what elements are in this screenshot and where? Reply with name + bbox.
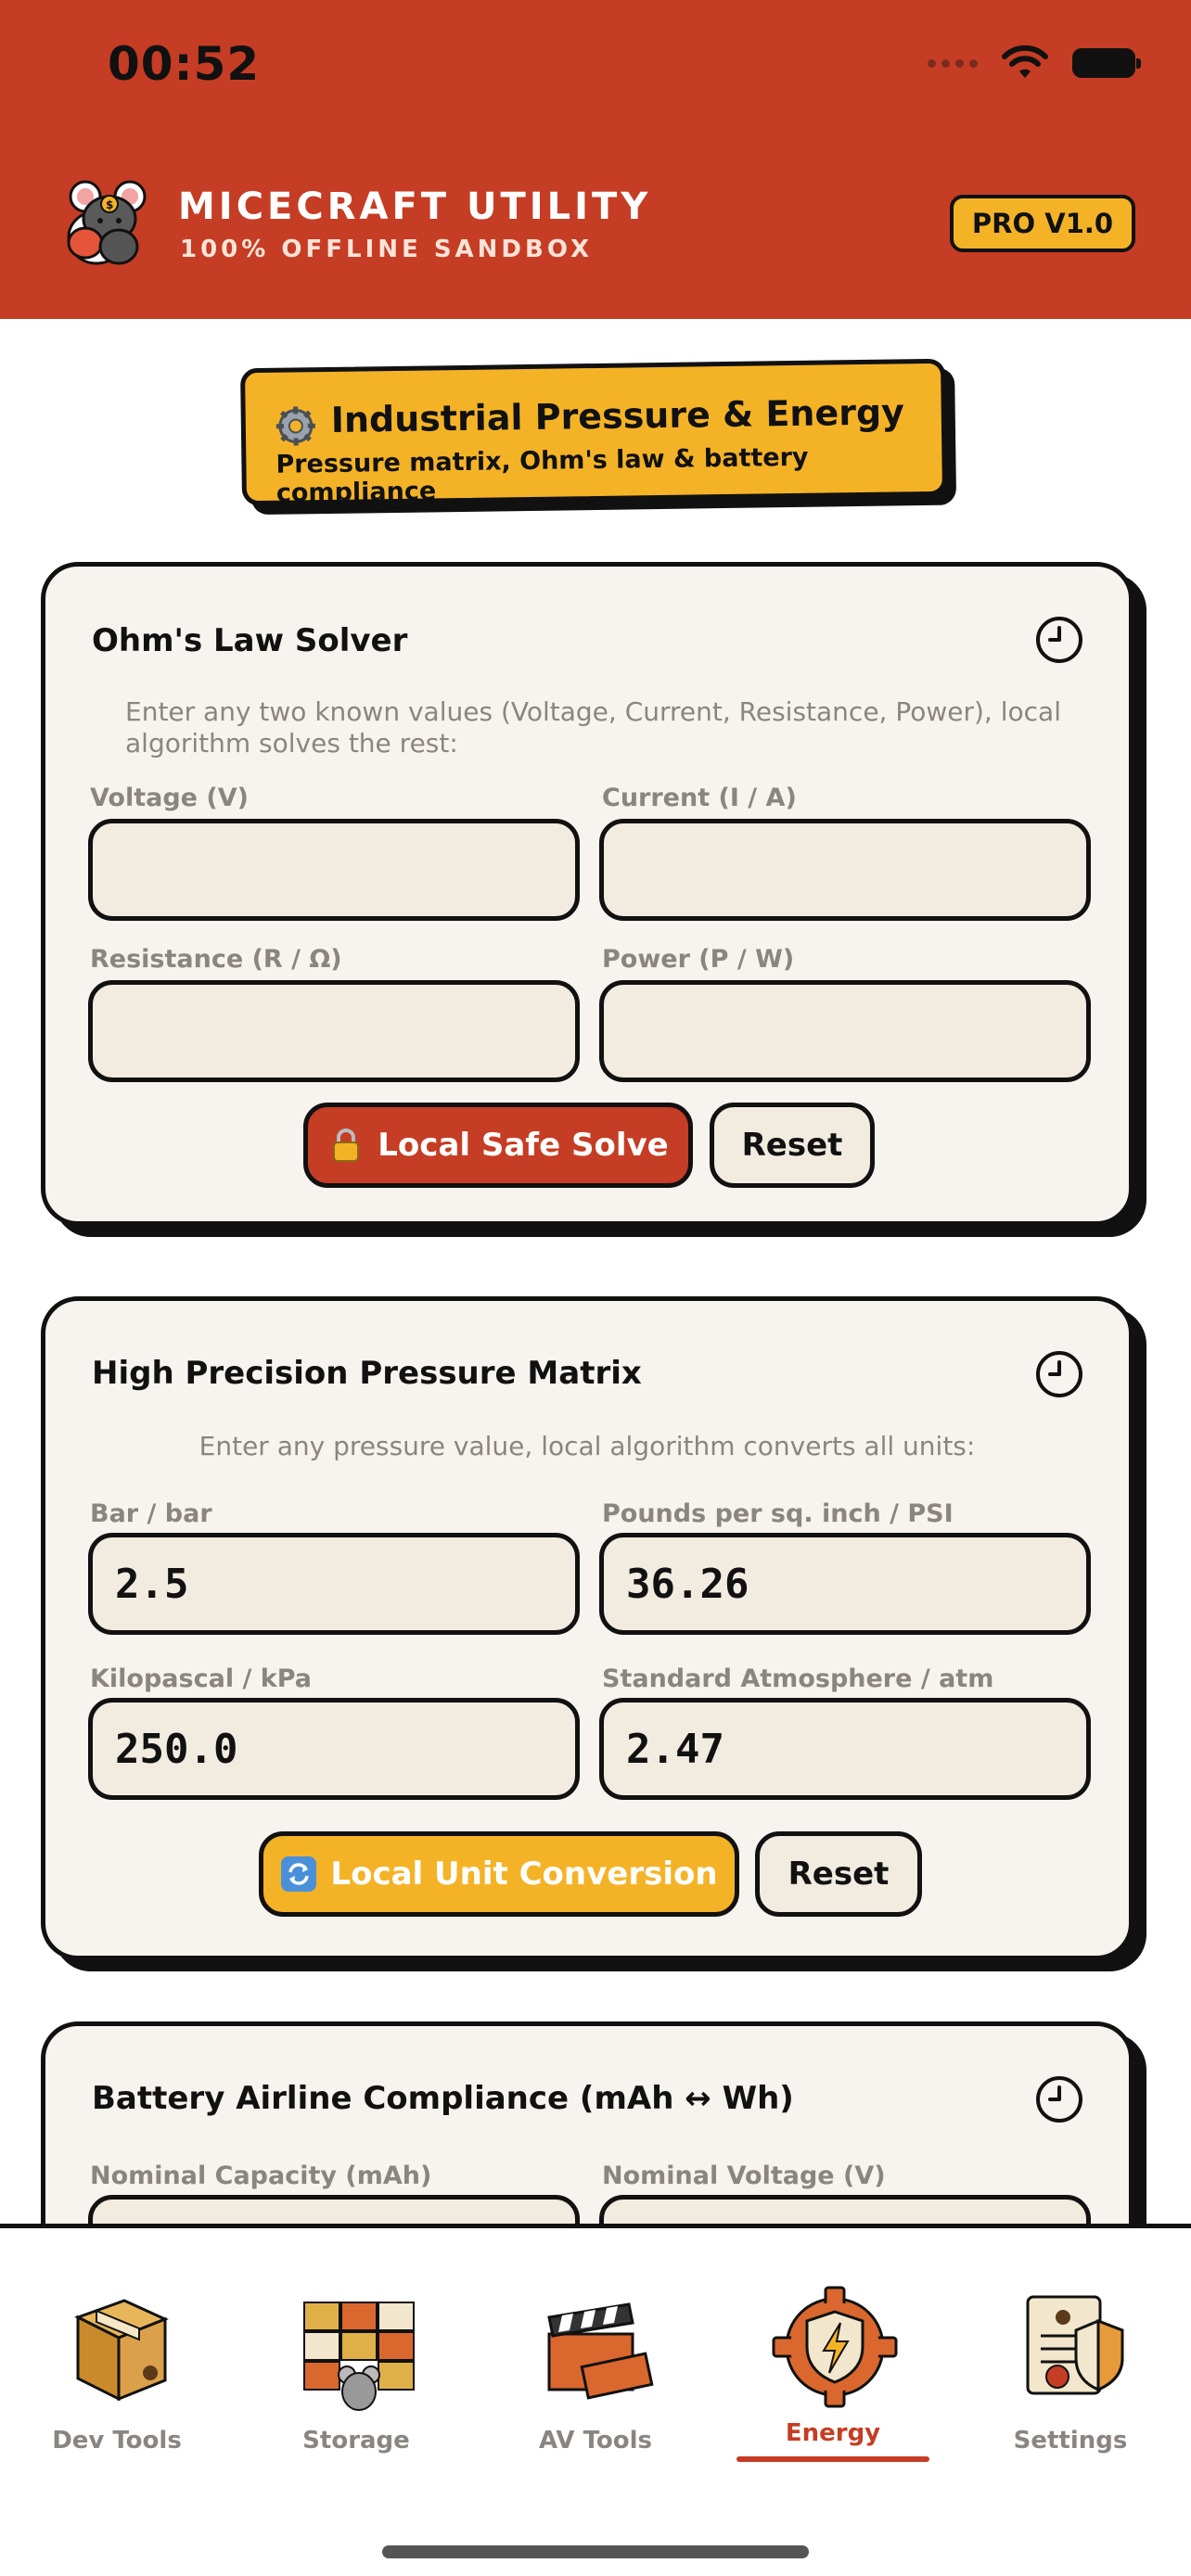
atm-label: Standard Atmosphere / atm [602,1664,994,1693]
tab-label: AV Tools [539,2427,652,2455]
pressure-reset-button[interactable]: Reset [755,1831,922,1917]
tab-label: Dev Tools [52,2427,182,2455]
tab-settings[interactable] [978,2280,1163,2484]
psi-input[interactable]: 36.26 [599,1533,1091,1635]
power-label: Power (P / W) [602,945,795,974]
current-label: Current (I / A) [602,784,797,812]
history-clock-icon[interactable] [1034,1349,1084,1399]
section-banner [240,359,947,506]
ohms-law-card [41,562,1133,1226]
conversion-button-label: Local Unit Conversion [330,1855,718,1893]
card-title: Battery Airline Compliance (mAh ↔ Wh) [92,2080,794,2117]
tab-dev-tools[interactable] [24,2280,210,2484]
clapperboard-icon [529,2280,666,2417]
local-safe-solve-button[interactable] [303,1103,693,1188]
app-subtitle: 100% OFFLINE SANDBOX [180,236,594,263]
psi-label: Pounds per sq. inch / PSI [602,1499,954,1528]
battery-icon [1072,48,1135,78]
bar-input[interactable]: 2.5 [88,1533,580,1635]
pressure-matrix-card [41,1296,1133,1960]
energy-gear-icon [766,2280,903,2417]
solve-button-label: Local Safe Solve [378,1127,669,1164]
refresh-icon [280,1855,317,1893]
tab-energy[interactable] [740,2280,926,2484]
resistance-input[interactable] [88,980,580,1082]
resistance-label: Resistance (R / Ω) [90,945,342,974]
card-description: Enter any two known values (Voltage, Current, Resistance, Power), local algorithm solves the rest: [125,696,1061,759]
mouse-logo-icon [58,176,160,269]
gear-icon [275,405,317,447]
box-icon [50,2280,187,2417]
app-header [0,0,1191,319]
kpa-input[interactable]: 250.0 [88,1698,580,1800]
status-time: 00:52 [108,37,261,91]
power-input[interactable] [599,980,1091,1082]
status-icons [928,45,1135,82]
card-description: Enter any pressure value, local algorithm converts all units: [198,1431,976,1461]
tab-label: Storage [302,2427,410,2455]
nominal-voltage-label: Nominal Voltage (V) [602,2162,886,2190]
card-title: Ohm's Law Solver [92,622,408,659]
app-title: MICECRAFT UTILITY [178,185,652,228]
tab-label: Settings [1013,2427,1128,2455]
voltage-label: Voltage (V) [90,784,249,812]
bottom-tab-bar [0,2224,1191,2576]
section-title: Industrial Pressure & Energy [330,391,905,440]
tab-label: Energy [785,2419,881,2447]
cellular-signal-icon [928,59,978,68]
bar-label: Bar / bar [90,1499,212,1528]
atm-input[interactable]: 2.47 [599,1698,1091,1800]
section-subtitle: Pressure matrix, Ohm's law & battery compliance [275,442,809,508]
history-clock-icon[interactable] [1034,2074,1084,2124]
capacity-label: Nominal Capacity (mAh) [90,2162,432,2190]
svg-text:$: $ [106,198,114,211]
pro-version-badge[interactable]: PRO V1.0 [950,195,1135,252]
settings-document-icon [1004,2280,1141,2417]
voltage-input[interactable] [88,819,580,921]
kpa-label: Kilopascal / kPa [90,1664,312,1693]
history-clock-icon[interactable] [1034,615,1084,665]
local-unit-conversion-button[interactable] [259,1831,739,1917]
tab-av-tools[interactable] [503,2280,688,2484]
ohm-reset-button[interactable]: Reset [710,1103,875,1188]
storage-grid-icon [289,2280,427,2417]
tab-storage[interactable] [263,2280,449,2484]
current-input[interactable] [599,819,1091,921]
active-tab-indicator [736,2456,929,2462]
card-title: High Precision Pressure Matrix [92,1355,642,1392]
lock-icon [327,1127,365,1164]
wifi-icon [1002,45,1048,82]
home-indicator[interactable] [382,2545,809,2558]
